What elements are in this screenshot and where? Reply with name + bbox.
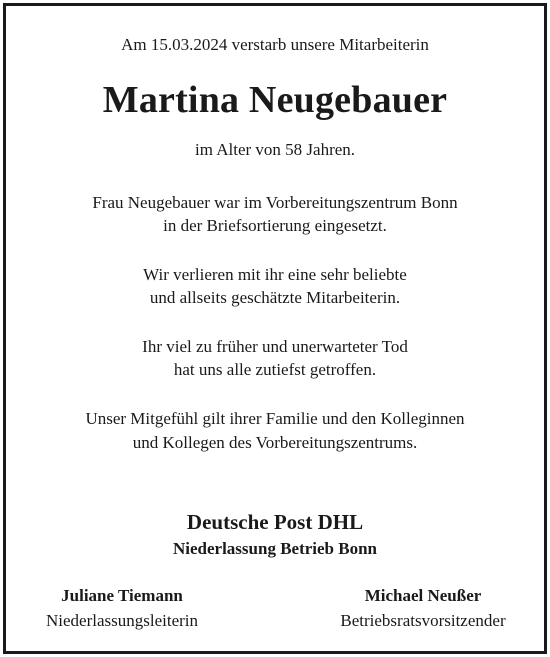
paragraph-line: Unser Mitgefühl gilt ihrer Familie und den Kolleginnen — [85, 409, 465, 428]
deceased-name: Martina Neugebauer — [102, 79, 448, 121]
paragraph-line: in der Briefsortierung eingesetzt. — [163, 216, 387, 235]
paragraph-line: und Kollegen des Vorbereitungszentrums. — [132, 433, 418, 452]
paragraph-line: Ihr viel zu früher und unerwarteter Tod — [142, 337, 408, 356]
branch-name: Niederlassung Betrieb Bonn — [172, 539, 378, 558]
obituary-notice — [6, 6, 544, 651]
paragraph-line: hat uns alle zutiefst getroffen. — [173, 360, 377, 379]
intro-line: Am 15.03.2024 verstarb unsere Mitarbeiterin — [121, 35, 429, 54]
signatory-role-right: Betriebsratsvorsitzender — [340, 611, 506, 630]
signatory-name-left: Juliane Tiemann — [61, 586, 183, 605]
paragraph-line: Frau Neugebauer war im Vorbereitungszentrum Bonn — [92, 193, 458, 212]
signatory-name-right: Michael Neußer — [364, 586, 482, 605]
notice-border — [3, 3, 547, 654]
signatory-role-left: Niederlassungsleiterin — [45, 611, 198, 630]
company-name: Deutsche Post DHL — [186, 510, 364, 534]
age-line: im Alter von 58 Jahren. — [194, 140, 356, 159]
paragraph-line: Wir verlieren mit ihr eine sehr beliebte — [143, 265, 407, 284]
paragraph-line: und allseits geschätzte Mitarbeiterin. — [149, 288, 401, 307]
